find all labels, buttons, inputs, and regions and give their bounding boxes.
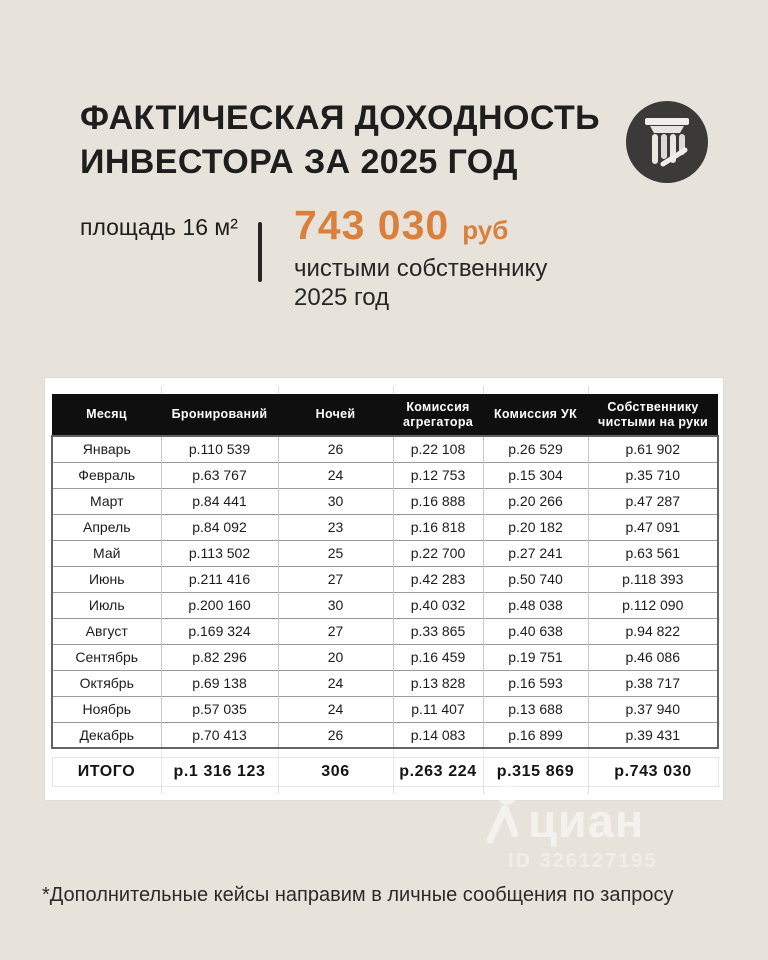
table-cell: р.63 561	[588, 540, 718, 566]
table-cell: р.94 822	[588, 618, 718, 644]
summary-subtitle-line2: 2025 год	[294, 284, 390, 311]
table-row	[52, 514, 718, 540]
table-cell: р.16 593	[483, 670, 588, 696]
table-cell: р.19 751	[483, 644, 588, 670]
table-cell: 24	[278, 696, 393, 722]
table-cell: р.169 324	[161, 618, 278, 644]
table-cell: 30	[278, 592, 393, 618]
watermark-id: ID 326127195	[508, 850, 658, 872]
table-cell: р.63 767	[161, 462, 278, 488]
table-cell: 27	[278, 566, 393, 592]
table-cell: Август	[52, 618, 161, 644]
earnings-table	[51, 386, 719, 794]
table-cell: р.20 266	[483, 488, 588, 514]
summary-subtitle-line1: чистыми собственнику	[294, 255, 548, 282]
summary-block	[294, 202, 547, 312]
map-pin-icon	[486, 782, 520, 844]
table-cell: р.22 108	[393, 436, 483, 462]
table-cell: р.13 688	[483, 696, 588, 722]
summary-subtitle	[294, 254, 547, 312]
table-cell: Апрель	[52, 514, 161, 540]
table-row	[52, 644, 718, 670]
total-cell: ИТОГО	[52, 757, 161, 786]
table-cell: р.20 182	[483, 514, 588, 540]
table-cell: р.12 753	[393, 462, 483, 488]
table-cell: р.38 717	[588, 670, 718, 696]
amount-row	[294, 202, 547, 249]
table-cell: Ноябрь	[52, 696, 161, 722]
table-row	[52, 592, 718, 618]
table-cell: р.84 092	[161, 514, 278, 540]
table-cell: Февраль	[52, 462, 161, 488]
table-cell: 26	[278, 722, 393, 748]
table-cell: 30	[278, 488, 393, 514]
table-row	[52, 696, 718, 722]
page-title-line1: ФАКТИЧЕСКАЯ ДОХОДНОСТЬ	[80, 99, 600, 137]
cian-watermark	[486, 782, 658, 873]
table-cell: р.35 710	[588, 462, 718, 488]
table-cell: р.118 393	[588, 566, 718, 592]
page-title	[80, 96, 600, 184]
table-cell: р.15 304	[483, 462, 588, 488]
table-row	[52, 436, 718, 462]
table-cell: р.112 090	[588, 592, 718, 618]
table-header-row	[52, 394, 718, 436]
table-cell: р.69 138	[161, 670, 278, 696]
table-cell: Декабрь	[52, 722, 161, 748]
column-header: Комиссия агрегатора	[393, 394, 483, 436]
table-cell: 25	[278, 540, 393, 566]
total-cell: 306	[278, 757, 393, 786]
table-cell: р.16 899	[483, 722, 588, 748]
table-cell: р.113 502	[161, 540, 278, 566]
column-header: Ночей	[278, 394, 393, 436]
table-cell: р.47 287	[588, 488, 718, 514]
table-cell: р.33 865	[393, 618, 483, 644]
table-row	[52, 566, 718, 592]
footnote: *Дополнительные кейсы направим в личные сообщения по запросу	[42, 884, 674, 906]
table-cell: р.11 407	[393, 696, 483, 722]
table-cell: 24	[278, 670, 393, 696]
table-gap-row	[52, 748, 718, 757]
table-cell: Сентябрь	[52, 644, 161, 670]
column-header: Месяц	[52, 394, 161, 436]
vertical-divider	[258, 222, 262, 282]
table-row	[52, 540, 718, 566]
table-row	[52, 618, 718, 644]
page-title-line2: ИНВЕСТОРА ЗА 2025 ГОД	[80, 143, 518, 181]
watermark-logo-text: циан	[528, 794, 645, 847]
table-cell: р.84 441	[161, 488, 278, 514]
table-cell: Октябрь	[52, 670, 161, 696]
table-cell: р.50 740	[483, 566, 588, 592]
table-body	[52, 436, 718, 748]
table-cell: Май	[52, 540, 161, 566]
cian-logo	[486, 782, 658, 847]
table-cell: 24	[278, 462, 393, 488]
brand-logo	[626, 101, 708, 183]
table-spacer-row	[52, 386, 718, 394]
table-cell: р.39 431	[588, 722, 718, 748]
table-cell: р.48 038	[483, 592, 588, 618]
column-header: Собственнику чистыми на руки	[588, 394, 718, 436]
table-cell: р.16 459	[393, 644, 483, 670]
table-cell: р.82 296	[161, 644, 278, 670]
total-cell: р.315 869	[483, 757, 588, 786]
table-cell: р.16 818	[393, 514, 483, 540]
total-cell: р.263 224	[393, 757, 483, 786]
column-header: Комиссия УК	[483, 394, 588, 436]
table-row	[52, 670, 718, 696]
table-cell: р.13 828	[393, 670, 483, 696]
amount-value: 743 030	[294, 202, 450, 248]
table-cell: р.14 083	[393, 722, 483, 748]
table-cell: 20	[278, 644, 393, 670]
area-label: площадь 16 м²	[80, 214, 238, 240]
table-row	[52, 488, 718, 514]
currency-label: руб	[462, 215, 509, 245]
table-cell: р.61 902	[588, 436, 718, 462]
table-row	[52, 462, 718, 488]
column-icon	[637, 112, 697, 172]
table-cell: 26	[278, 436, 393, 462]
table-cell: р.37 940	[588, 696, 718, 722]
table-cell: Январь	[52, 436, 161, 462]
table-cell: р.110 539	[161, 436, 278, 462]
table-cell: р.47 091	[588, 514, 718, 540]
table-cell: р.22 700	[393, 540, 483, 566]
table-cell: р.27 241	[483, 540, 588, 566]
column-header: Бронирований	[161, 394, 278, 436]
table-cell: Июнь	[52, 566, 161, 592]
table-cell: р.70 413	[161, 722, 278, 748]
table-cell: р.200 160	[161, 592, 278, 618]
table-cell: р.57 035	[161, 696, 278, 722]
table-cell: р.211 416	[161, 566, 278, 592]
table-cell: Март	[52, 488, 161, 514]
earnings-table-card	[45, 378, 723, 800]
table-cell: р.40 638	[483, 618, 588, 644]
table-cell: р.26 529	[483, 436, 588, 462]
table-cell: р.46 086	[588, 644, 718, 670]
table-cell: Июль	[52, 592, 161, 618]
table-cell: р.42 283	[393, 566, 483, 592]
table-cell: р.16 888	[393, 488, 483, 514]
table-row	[52, 722, 718, 748]
table-cell: 27	[278, 618, 393, 644]
table-cell: р.40 032	[393, 592, 483, 618]
total-cell: р.743 030	[588, 757, 718, 786]
total-cell: р.1 316 123	[161, 757, 278, 786]
table-cell: 23	[278, 514, 393, 540]
